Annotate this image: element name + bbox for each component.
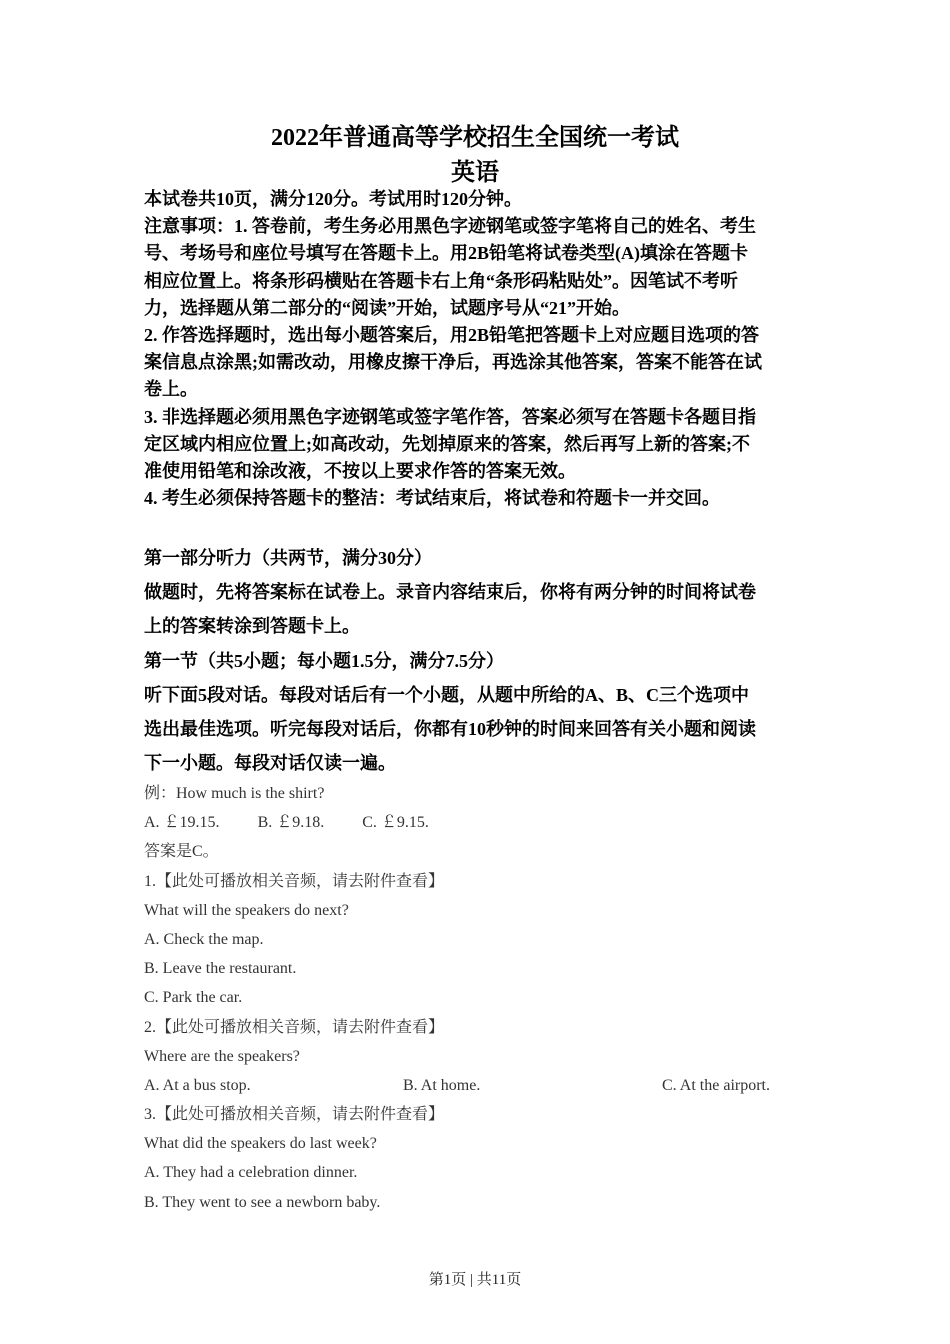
option: B. They went to see a newborn baby. <box>144 1193 381 1211</box>
section-text: 选出最佳选项。听完每段对话后，你都有10秒钟的时间来回答有关小题和阅读 <box>144 718 756 739</box>
exam-title: 2022年普通高等学校招生全国统一考试 <box>271 125 679 151</box>
option: B. At home. <box>403 1076 481 1094</box>
question-text: Where are the speakers? <box>144 1047 300 1065</box>
option: B. ￡9.18. <box>257 814 325 832</box>
option: C. At the airport. <box>662 1076 770 1094</box>
section-title: 第一部分听力（共两节，满分30分） <box>144 548 432 568</box>
exam-instructions <box>144 186 814 512</box>
option: B. Leave the restaurant. <box>144 960 297 978</box>
instruction-line: 号、考场号和座位号填写在答题卡上。用2B铅笔将试卷类型(A)填涂在答题卡 <box>144 243 748 264</box>
option: C. Park the car. <box>144 989 243 1007</box>
instruction-line: 本试卷共10页，满分120分。考试用时120分钟。 <box>144 189 522 209</box>
instruction-line: 3. 非选择题必须用黑色字迹钢笔或签字笔作答，答案必须写在答题卡各题目指 <box>144 406 756 427</box>
example-options <box>144 808 814 837</box>
section-text: 听下面5段对话。每段对话后有一个小题，从题中所给的A、B、C三个选项中 <box>144 684 750 705</box>
section-text: 做题时，先将答案标在试卷上。录音内容结束后，你将有两分钟的时间将试卷 <box>144 582 756 603</box>
question-list <box>144 779 814 1217</box>
option: C. ￡9.15. <box>362 814 429 832</box>
page-footer: 第1页 | 共11页 <box>428 1272 522 1288</box>
question-text: What will the speakers do next? <box>144 901 349 919</box>
option: A. ￡19.15. <box>144 814 220 832</box>
instruction-line: 相应位置上。将条形码横贴在答题卡右上角“条形码粘贴处”。因笔试不考听 <box>144 270 738 291</box>
options-row <box>144 1071 814 1100</box>
instruction-line: 案信息点涂黑;如需改动，用橡皮擦干净后，再选涂其他答案，答案不能答在试 <box>144 352 762 373</box>
instruction-line: 力，选择题从第二部分的“阅读”开始，试题序号从“21”开始。 <box>144 297 630 318</box>
audio-placeholder[interactable]: 2.【此处可播放相关音频，请去附件查看】 <box>144 1018 445 1036</box>
option: A. Check the map. <box>144 930 264 948</box>
instruction-line: 定区域内相应位置上;如高改动，先划掉原来的答案，然后再写上新的答案;不 <box>144 433 750 454</box>
audio-placeholder[interactable]: 1.【此处可播放相关音频，请去附件查看】 <box>144 872 445 890</box>
example-question: 例：How much is the shirt? <box>144 785 325 802</box>
instruction-line: 4. 考生必须保持答题卡的整洁：考试结束后，将试卷和符题卡一并交回。 <box>144 488 720 509</box>
subject-title: 英语 <box>451 160 499 186</box>
subsection-title: 第一节（共5小题；每小题1.5分，满分7.5分） <box>144 650 504 671</box>
option: A. At a bus stop. <box>144 1076 251 1094</box>
listening-section-header <box>144 541 814 780</box>
question-text: What did the speakers do last week? <box>144 1135 377 1153</box>
section-text: 下一小题。每段对话仅读一遍。 <box>144 753 396 774</box>
instruction-line: 卷上。 <box>144 379 198 400</box>
example-answer: 答案是C。 <box>144 843 219 861</box>
section-text: 上的答案转涂到答题卡上。 <box>144 616 360 637</box>
instruction-line: 准使用铅笔和涂改液，不按以上要求作答的答案无效。 <box>144 460 576 481</box>
instruction-line: 2. 作答选择题时，选出每小题答案后，用2B铅笔把答题卡上对应题目选项的答 <box>144 324 760 345</box>
instruction-line: 注意事项：1. 答卷前，考生务必用黑色字迹钢笔或签字笔将自己的姓名、考生 <box>144 216 756 237</box>
audio-placeholder[interactable]: 3.【此处可播放相关音频，请去附件查看】 <box>144 1106 445 1124</box>
option: A. They had a celebration dinner. <box>144 1164 358 1182</box>
